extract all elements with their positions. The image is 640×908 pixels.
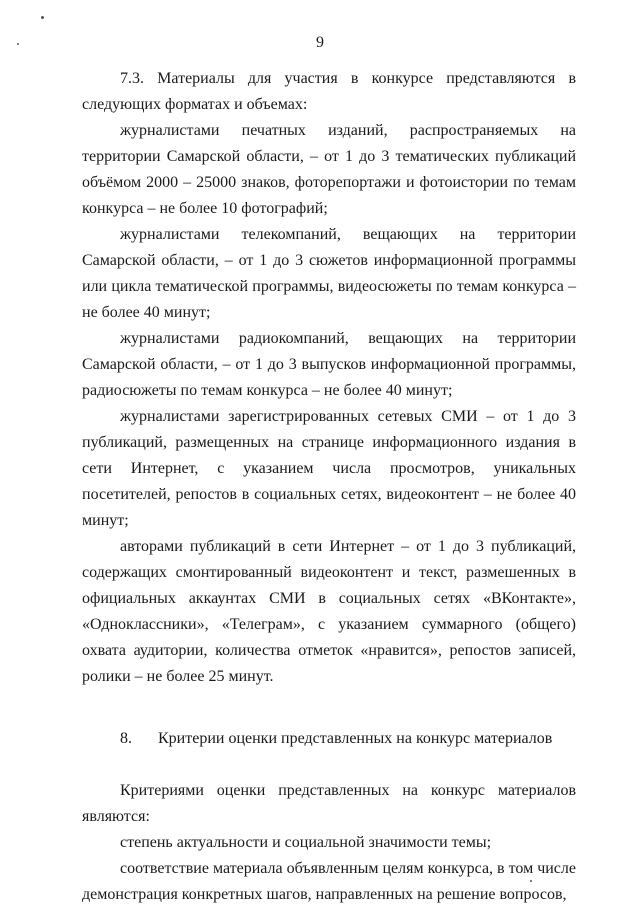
- section-8-heading: [82, 726, 576, 752]
- list-item: журналистами радиокомпаний, вещающих на территории Самарской области, – от 1 до 3 выпусков информационной программы, радиосюжеты по темам конкурса – не более 40 минут;: [82, 330, 576, 399]
- section-8-intro: Критериями оценки представленных на конкурс материалов являются:: [82, 782, 576, 825]
- list-item: журналистами печатных изданий, распространяемых на территории Самарской области, – от 1 до 3 тематических публикаций объёмом 2000 – 25000 знаков, фоторепортажи и фотоистории по темам конкурса – не более 10 фотографий;: [82, 122, 576, 217]
- document-body: [82, 66, 576, 908]
- section-7-3-intro: 7.3. Материалы для участия в конкурсе представляются в следующих форматах и объемах:: [82, 70, 576, 113]
- list-item: журналистами зарегистрированных сетевых СМИ – от 1 до 3 публикаций, размещенных на странице информационного издания в сети Интернет, с указанием числа просмотров, уникальных посетителей, репостов в социальных сетях, видеоконтент – не более 40 минут;: [82, 408, 576, 529]
- list-item: журналистами телекомпаний, вещающих на территории Самарской области, – от 1 до 3 сюжетов информационной программы или цикла тематической программы, видеосюжеты по темам конкурса – не более 40 минут;: [82, 226, 576, 321]
- section-8-title: Критерии оценки представленных на конкурс материалов: [158, 730, 553, 747]
- scan-speck: [41, 16, 44, 19]
- section-8-number: 8.: [120, 730, 132, 747]
- list-item: соответствие материала объявленным целям конкурса, в том числе демонстрация конкретных шагов, направленных на решение вопросов,: [82, 860, 576, 903]
- list-item: степень актуальности и социальной значимости темы;: [120, 834, 492, 851]
- list-item: авторами публикаций в сети Интернет – от 1 до 3 публикаций, содержащих смонтированный видеоконтент и текст, размешенных в официальных аккаунтах СМИ в социальных сетях «ВКонтакте», «Одноклассники», «Телеграм», с указанием суммарного (общего) охвата аудитории, количества отметок «нравится», репостов записей, ролики – не более 25 минут.: [82, 538, 576, 685]
- page-number: 9: [316, 34, 324, 51]
